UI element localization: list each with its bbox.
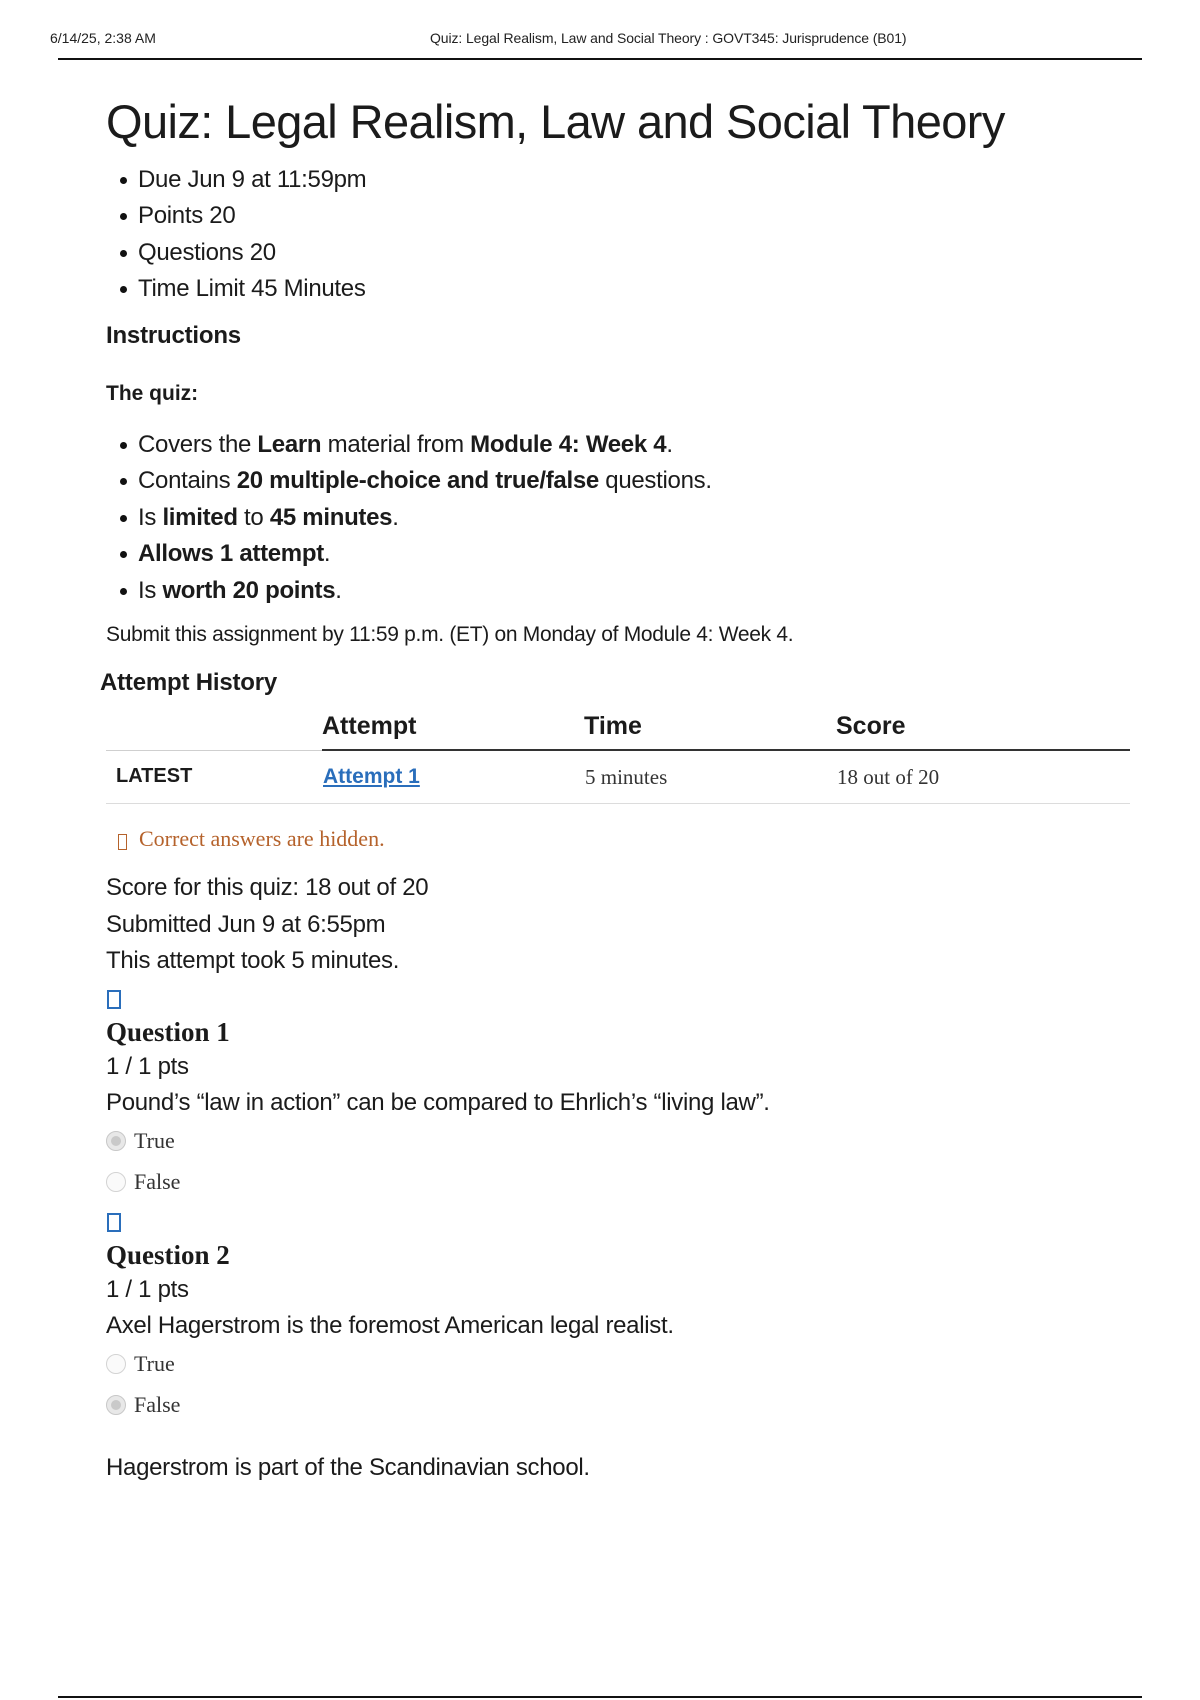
- table-row: [106, 750, 1130, 804]
- rule-item: Is worth 20 points.: [106, 573, 1136, 610]
- latest-label: LATEST: [106, 750, 322, 804]
- answer-option: [106, 1385, 1136, 1426]
- answers-hidden-text: Correct answers are hidden.: [139, 826, 385, 852]
- question-points: 1 / 1 pts: [106, 1052, 189, 1080]
- question-points: 1 / 1 pts: [106, 1275, 189, 1303]
- radio-unselected: [106, 1354, 126, 1374]
- print-header: [50, 28, 1142, 60]
- header-spacer: [106, 705, 322, 750]
- attempt-duration: This attempt took 5 minutes.: [106, 947, 400, 975]
- flag-icon[interactable]: [107, 1213, 121, 1232]
- quiz-content: [100, 95, 1136, 1482]
- table-header-row: [106, 705, 1130, 750]
- answer-option: [106, 1162, 1136, 1203]
- answers-hidden-notice: [118, 826, 1136, 852]
- time-limit: Time Limit 45 Minutes: [106, 271, 1136, 308]
- column-header-time: Time: [584, 705, 836, 750]
- print-footer-divider: [58, 1696, 1142, 1698]
- info-icon: [118, 834, 127, 850]
- print-page-title: Quiz: Legal Realism, Law and Social Theory : GOVT345: Jurisprudence (B01): [430, 30, 907, 46]
- rule-item: Contains 20 multiple-choice and true/false questions.: [106, 463, 1136, 500]
- answer-label: False: [134, 1392, 181, 1418]
- attempt-score: 18 out of 20: [836, 750, 1130, 804]
- column-header-score: Score: [836, 705, 1130, 750]
- points: Points 20: [106, 198, 1136, 235]
- question-1: [106, 990, 1136, 1203]
- instructions-list: [106, 427, 1136, 610]
- question-comment: Hagerstrom is part of the Scandinavian school.: [106, 1453, 590, 1481]
- due-date: Due Jun 9 at 11:59pm: [106, 162, 1136, 199]
- rule-item: Covers the Learn material from Module 4: Week 4.: [106, 427, 1136, 464]
- answer-label: True: [134, 1128, 175, 1154]
- questions-count: Questions 20: [106, 235, 1136, 272]
- radio-selected: [106, 1131, 126, 1151]
- print-date: 6/14/25, 2:38 AM: [50, 30, 156, 46]
- page-title: Quiz: Legal Realism, Law and Social Theory: [106, 95, 1005, 148]
- rule-item: Is limited to 45 minutes.: [106, 500, 1136, 537]
- question-title: Question 1: [106, 1016, 230, 1047]
- flag-icon[interactable]: [107, 990, 121, 1009]
- submitted-time: Submitted Jun 9 at 6:55pm: [106, 910, 386, 938]
- question-title: Question 2: [106, 1239, 230, 1270]
- quiz-score: Score for this quiz: 18 out of 20: [106, 874, 429, 902]
- answer-label: True: [134, 1351, 175, 1377]
- score-summary: [106, 870, 1136, 980]
- attempt-history-table: [106, 705, 1130, 804]
- question-2: [106, 1213, 1136, 1482]
- answer-option: [106, 1121, 1136, 1162]
- attempt-link[interactable]: Attempt 1: [323, 765, 420, 789]
- submit-note: Submit this assignment by 11:59 p.m. (ET) on Monday of Module 4: Week 4.: [106, 623, 794, 647]
- answer-option: [106, 1344, 1136, 1385]
- answer-label: False: [134, 1169, 181, 1195]
- question-text: Axel Hagerstrom is the foremost American legal realist.: [106, 1311, 674, 1339]
- rule-item: Allows 1 attempt.: [106, 536, 1136, 573]
- column-header-attempt: Attempt: [322, 705, 584, 750]
- instructions-heading: Instructions: [106, 321, 241, 349]
- quiz-details: [106, 162, 1136, 308]
- question-text: Pound’s “law in action” can be compared to Ehrlich’s “living law”.: [106, 1088, 770, 1116]
- radio-unselected: [106, 1172, 126, 1192]
- radio-selected: [106, 1395, 126, 1415]
- instructions-subheading: The quiz:: [106, 381, 199, 405]
- attempt-time: 5 minutes: [584, 750, 836, 804]
- attempt-history-heading: Attempt History: [100, 669, 278, 697]
